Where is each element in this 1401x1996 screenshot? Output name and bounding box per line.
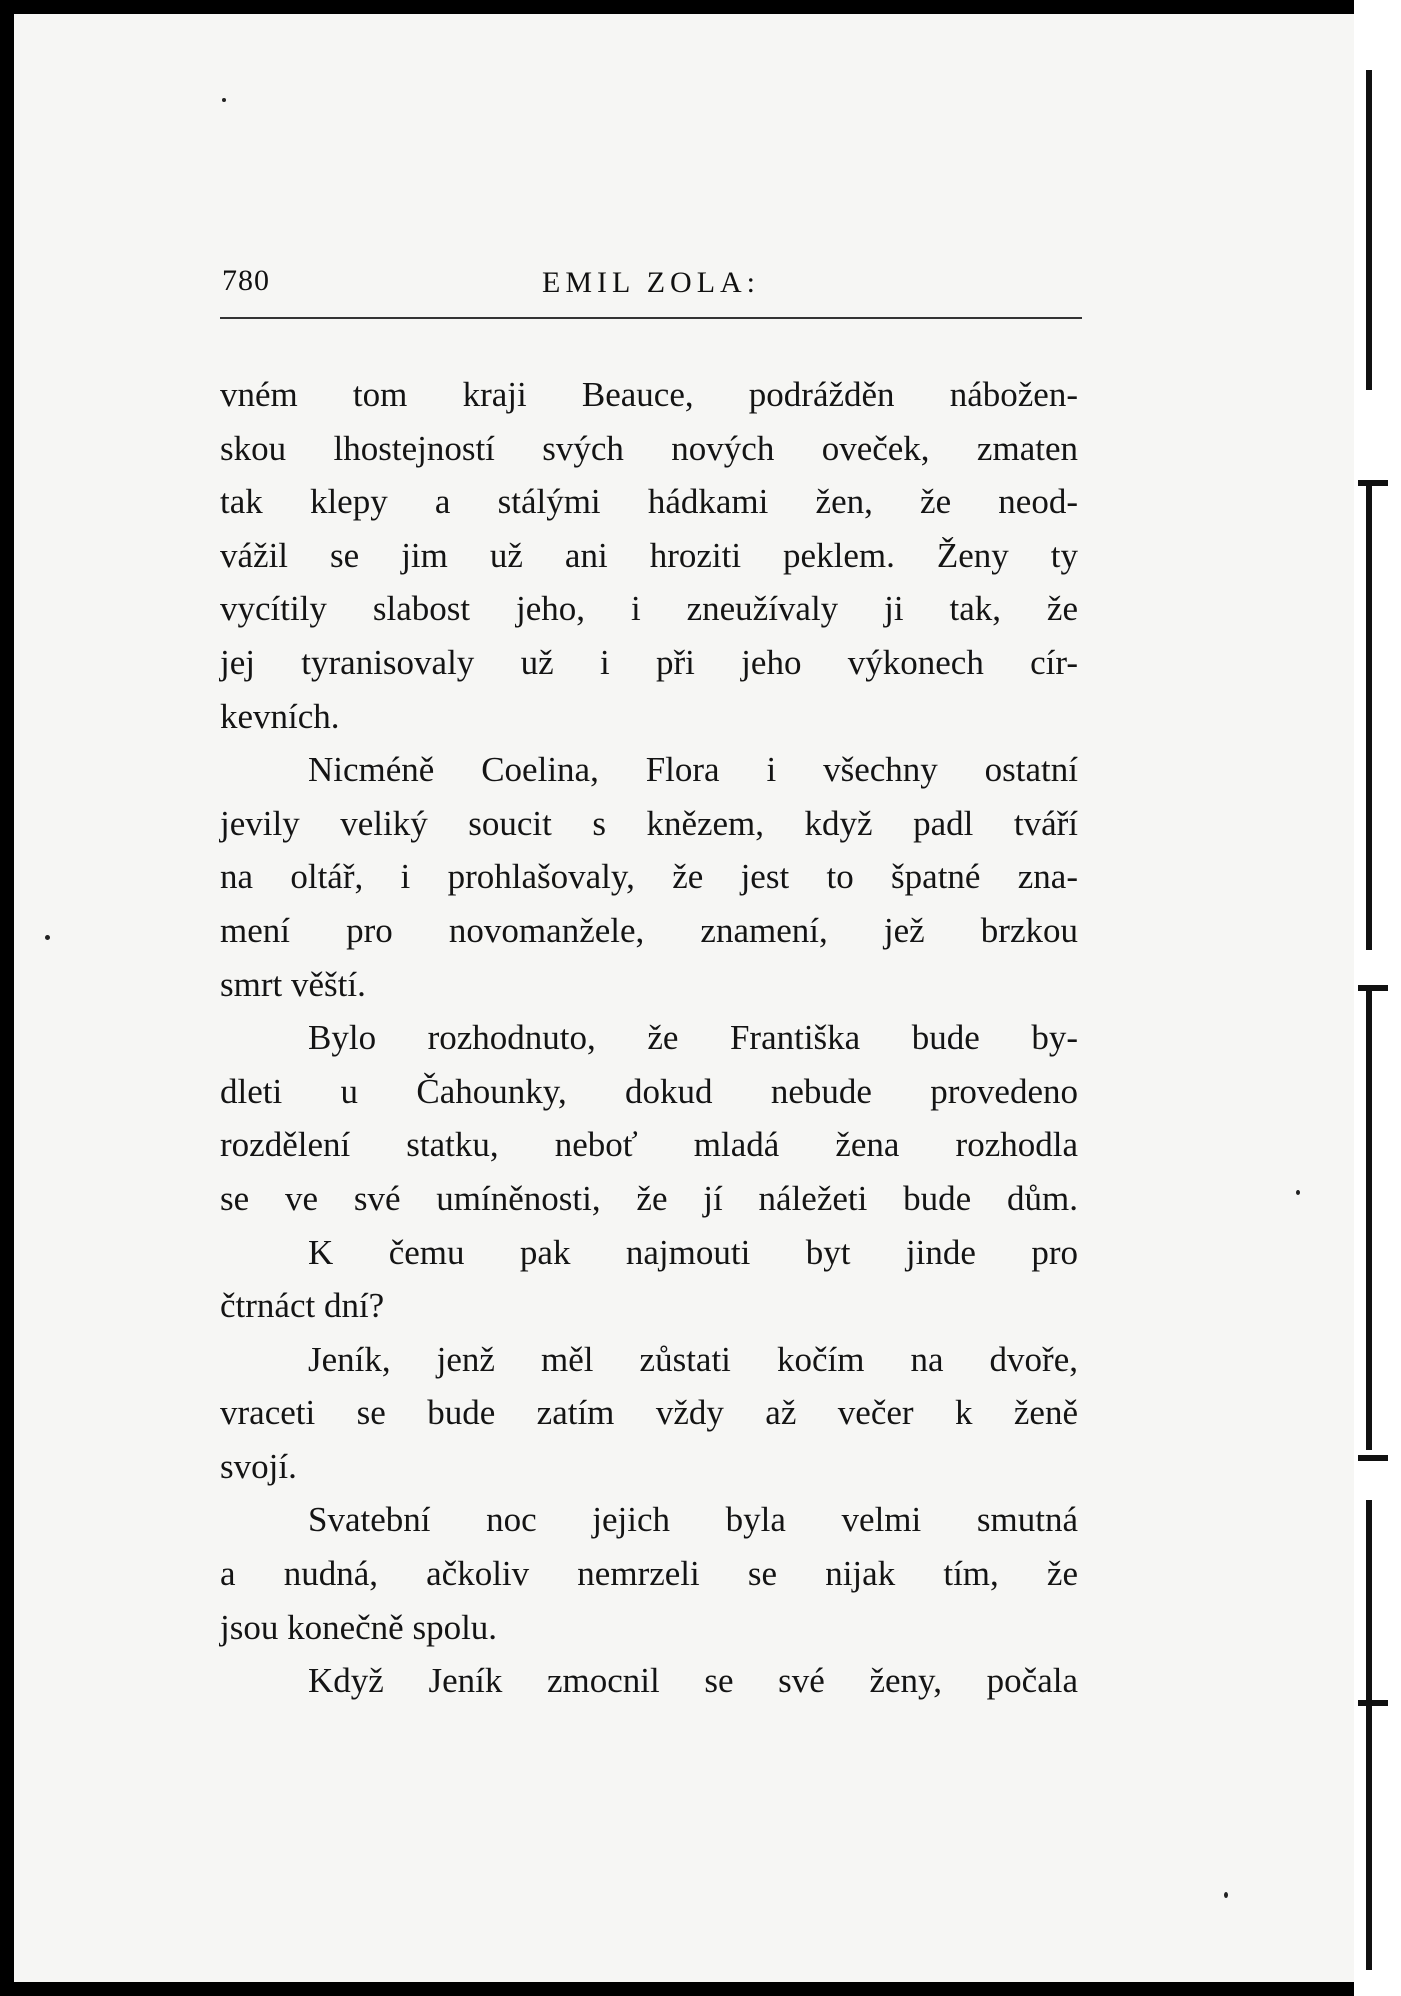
text-line: Nicméně Coelina, Flora i všechny ostatní xyxy=(308,750,1078,790)
text-line: Jeník, jenž měl zůstati kočím na dvoře, xyxy=(308,1339,1078,1379)
text-line: čtrnáct dní? xyxy=(220,1286,385,1326)
text-line: mení pro novomanžele, znamení, jež brzkou xyxy=(220,910,1078,950)
text-line: Svatební noc jejich byla velmi smutná xyxy=(308,1500,1078,1540)
page-edge-strip xyxy=(1354,0,1401,1996)
text-line: jevily veliký soucit s knězem, když padl tváří xyxy=(220,803,1078,843)
page-edge-line-lower xyxy=(1366,990,1372,1450)
text-line: rozdělení statku, neboť mladá žena rozhodla xyxy=(220,1125,1078,1165)
text-line: kevních. xyxy=(220,696,340,736)
text-line: skou lhostejností svých nových oveček, zmaten xyxy=(220,428,1078,468)
text-line: jej tyranisovaly už i při jeho výkonech cír- xyxy=(220,642,1078,682)
scan-speck xyxy=(222,98,226,102)
page-edge-line-middle xyxy=(1366,480,1372,950)
page-edge-notch xyxy=(1358,480,1388,486)
text-line: a nudná, ačkoliv nemrzeli se nijak tím, že xyxy=(220,1554,1078,1594)
text-line: vycítily slabost jeho, i zneužívaly ji tak, že xyxy=(220,589,1078,629)
scan-speck xyxy=(1224,1892,1228,1898)
text-line: se ve své umíněnosti, že jí náležeti bude dům. xyxy=(220,1178,1078,1218)
page-edge-line-bottom xyxy=(1366,1500,1372,1970)
header-rule xyxy=(220,317,1082,319)
text-line: dleti u Čahounky, dokud nebude provedeno xyxy=(220,1071,1078,1111)
page-edge-notch xyxy=(1358,1455,1388,1461)
body-text xyxy=(220,368,1078,1708)
running-head xyxy=(222,262,1078,314)
page-edge-notch xyxy=(1358,985,1388,991)
text-line: smrt věští. xyxy=(220,964,366,1004)
text-line: Když Jeník zmocnil se své ženy, počala xyxy=(308,1661,1078,1701)
text-line: na oltář, i prohlašovaly, že jest to špatné zna- xyxy=(220,857,1078,897)
running-head-author: EMIL ZOLA: xyxy=(542,266,761,299)
scan-speck xyxy=(1296,1190,1300,1195)
text-line: vném tom kraji Beauce, podrážděn nábožen- xyxy=(220,375,1078,414)
text-line: jsou konečně spolu. xyxy=(220,1607,498,1647)
text-line: svojí. xyxy=(220,1446,297,1486)
page-number: 780 xyxy=(222,264,270,297)
text-line: Bylo rozhodnuto, že Františka bude by- xyxy=(308,1018,1078,1058)
text-line: vraceti se bude zatím vždy až večer k ženě xyxy=(220,1393,1078,1433)
scan-speck xyxy=(45,935,50,940)
text-line: vážil se jim už ani hroziti peklem. Ženy ty xyxy=(220,535,1078,575)
page-edge-notch xyxy=(1358,1700,1388,1706)
text-line: K čemu pak najmouti byt jinde pro xyxy=(308,1232,1078,1272)
text-line: tak klepy a stálými hádkami žen, že neod- xyxy=(220,482,1078,522)
page-edge-line-upper xyxy=(1366,70,1372,390)
